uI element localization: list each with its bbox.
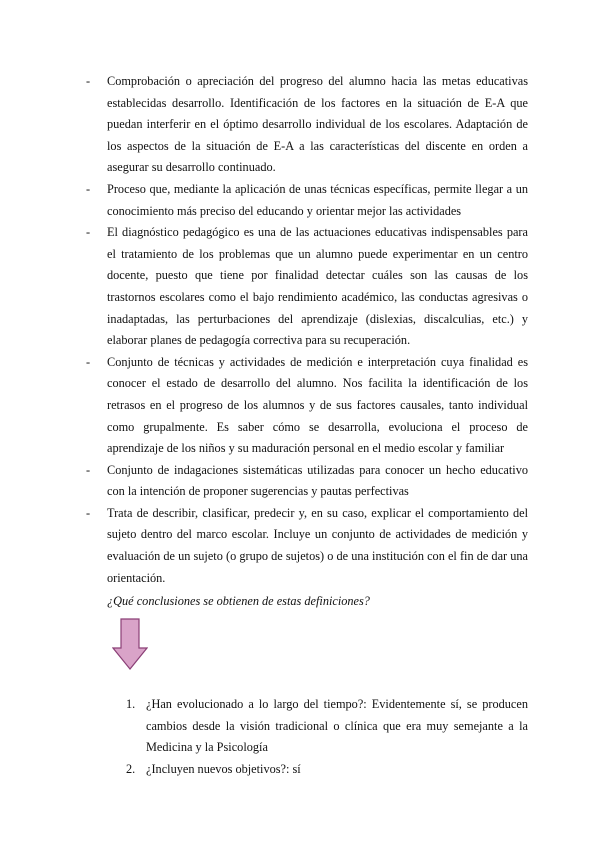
- bullet-marker: -: [86, 74, 91, 88]
- definition-text: El diagnóstico pedagógico es una de las actuaciones educativas indispensables para el tratamiento de los problemas que un alumno puede experimentar en un centro docente, puesto que tiene por finalidad detectar cuáles son las causas de los trastornos escolares como el bajo rendimiento académico, las conductas agresivas o inadaptadas, las perturbaciones del aprendizaje (dislexias, discalculias, etc.) y elaborar planes de pedagogía correctiva para su recuperación.: [107, 225, 528, 348]
- conclusions-question: ¿Qué conclusiones se obtienen de estas definiciones?: [107, 594, 370, 608]
- list-item: [86, 503, 528, 589]
- definition-text: Trata de describir, clasificar, predecir y, en su caso, explicar el comportamiento del sujeto dentro del marco escolar. Incluye un conjunto de actividades de medición y evaluación de un sujeto (o grupo de sujetos) o de una institución con el fin de dar una orientación.: [107, 505, 528, 585]
- list-item: [86, 460, 528, 503]
- bullet-marker: -: [86, 505, 91, 520]
- number-marker: 1.: [126, 697, 136, 711]
- down-arrow-icon: [112, 618, 148, 670]
- bullet-marker: -: [86, 181, 91, 196]
- list-item: [86, 179, 528, 222]
- list-item: [86, 222, 528, 352]
- definition-text: Conjunto de indagaciones sistemáticas utilizadas para conocer un hecho educativo con la intención de proponer sugerencias y pautas perfectivas: [107, 462, 528, 499]
- list-item: [86, 352, 528, 460]
- number-marker: 2.: [126, 761, 136, 776]
- answer-text: ¿Han evolucionado a lo largo del tiempo?: Evidentemente sí, se producen cambios desde la visión tradicional o clínica que era muy semejante a la Medicina y la Psicología: [146, 697, 528, 755]
- list-item: [86, 71, 528, 179]
- down-arrow-shape: [113, 619, 147, 669]
- bullet-marker: -: [86, 462, 91, 477]
- definition-text: Comprobación o apreciación del progreso del alumno hacia las metas educativas establecidas desarrollo. Identificación de los factores en la situación de E-A que puedan interferir en el óptimo desarrollo individual de los escolares. Adaptación de los aspectos de la situación de E-A a las características del discente en orden a asegurar su desarrollo continuado.: [107, 74, 528, 175]
- definition-text: Proceso que, mediante la aplicación de unas técnicas específicas, permite llegar a un conocimiento más preciso del educando y orientar mejor las actividades: [107, 181, 528, 218]
- bullet-marker: -: [86, 354, 91, 369]
- list-item: [126, 694, 528, 759]
- definition-text: Conjunto de técnicas y actividades de medición e interpretación cuya finalidad es conocer el estado de desarrollo del alumno. Nos facilita la identificación de los retrasos en el progreso de los alumnos y de sus factores causales, tanto individual como grupalmente. Es saber cómo se desarrolla, evoluciona el proceso de aprendizaje de los niños y su maduración personal en el medio escolar y familiar: [107, 354, 528, 456]
- answers-list: [126, 694, 528, 780]
- definitions-list: [86, 71, 528, 589]
- list-item: [126, 759, 528, 781]
- bullet-marker: -: [86, 225, 91, 240]
- answer-text: ¿Incluyen nuevos objetivos?: sí: [146, 761, 301, 776]
